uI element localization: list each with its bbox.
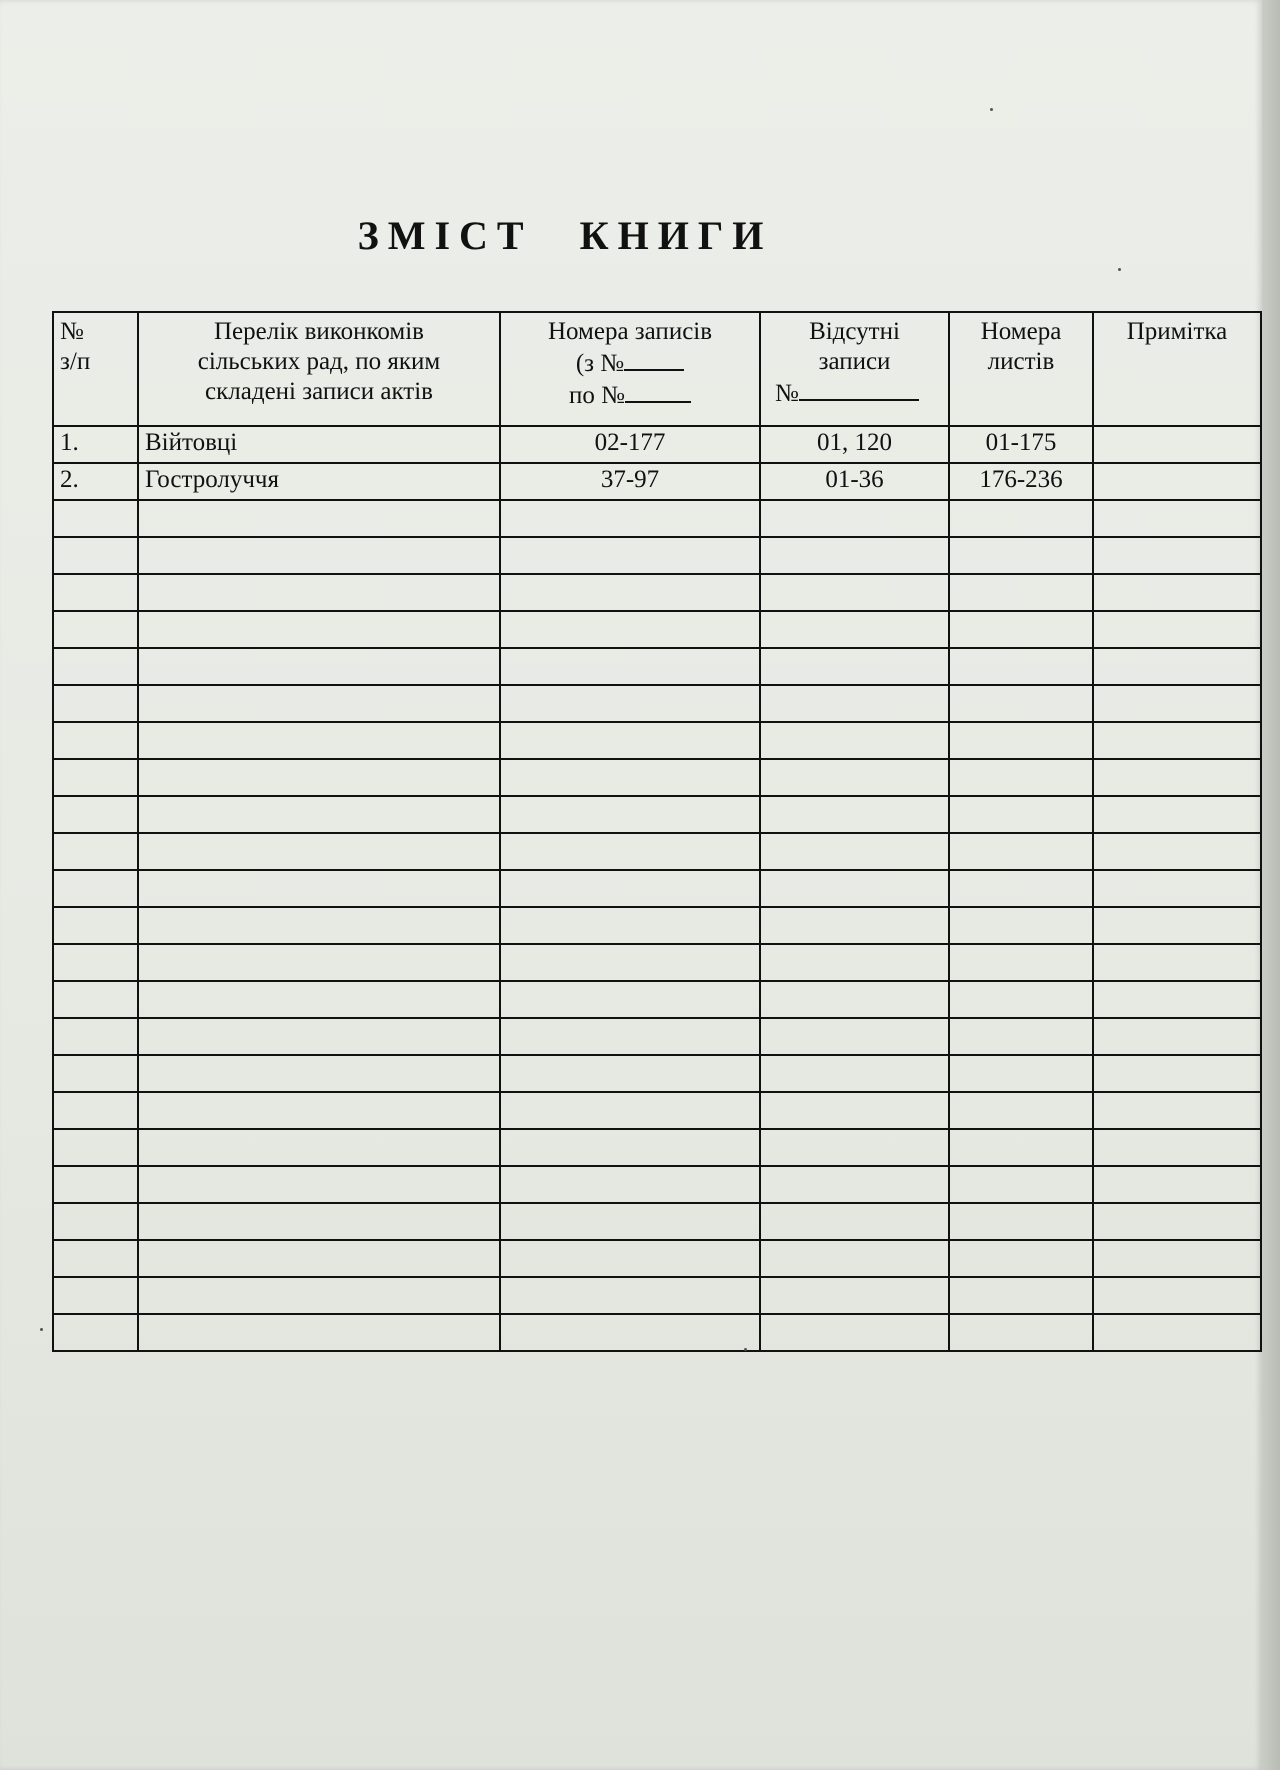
- blank-cell: [1093, 796, 1261, 833]
- blank-cell: [138, 870, 500, 907]
- row-missing: 01-36: [760, 463, 949, 500]
- blank-cell: [138, 722, 500, 759]
- blank-table-row: [53, 574, 1261, 611]
- header-note-line-1: Примітка: [1126, 318, 1228, 345]
- paper-speck: [40, 1328, 43, 1331]
- blank-cell: [138, 685, 500, 722]
- blank-cell: [1093, 1240, 1261, 1277]
- blank-cell: [138, 1314, 500, 1351]
- row-number: 2.: [53, 463, 138, 500]
- blank-cell: [949, 500, 1093, 537]
- blank-cell: [760, 1240, 949, 1277]
- blank-cell: [138, 500, 500, 537]
- blank-cell: [760, 1092, 949, 1129]
- header-missing-records: [760, 312, 949, 426]
- blank-cell: [1093, 611, 1261, 648]
- blank-table-row: [53, 685, 1261, 722]
- blank-cell: [138, 796, 500, 833]
- blank-cell: [949, 537, 1093, 574]
- header-number-line-2: з/п: [60, 348, 91, 375]
- blank-cell: [53, 537, 138, 574]
- blank-cell: [1093, 722, 1261, 759]
- blank-table-row: [53, 870, 1261, 907]
- blank-cell: [53, 1018, 138, 1055]
- blank-table-row: [53, 833, 1261, 870]
- row-sheets: 176-236: [949, 463, 1093, 500]
- blank-cell: [500, 870, 760, 907]
- blank-cell: [500, 981, 760, 1018]
- blank-cell: [138, 981, 500, 1018]
- blank-cell: [500, 574, 760, 611]
- blank-cell: [500, 907, 760, 944]
- blank-cell: [760, 1166, 949, 1203]
- blank-cell: [760, 722, 949, 759]
- header-number-line-1: №: [60, 318, 84, 345]
- table-body: [53, 426, 1261, 1351]
- blank-cell: [760, 833, 949, 870]
- blank-cell: [949, 759, 1093, 796]
- paper-speck: [990, 108, 993, 111]
- blank-cell: [138, 759, 500, 796]
- blank-underline: [624, 347, 684, 371]
- blank-cell: [760, 796, 949, 833]
- blank-cell: [53, 574, 138, 611]
- row-note: [1093, 463, 1261, 500]
- blank-cell: [53, 759, 138, 796]
- header-records-line-2: (з №: [575, 350, 625, 377]
- blank-table-row: [53, 1314, 1261, 1351]
- blank-cell: [1093, 1203, 1261, 1240]
- header-councils-line-1: Перелік виконкомів: [214, 318, 424, 345]
- page-title: ЗМІСТ КНИГИ: [357, 213, 773, 258]
- blank-cell: [1093, 574, 1261, 611]
- blank-cell: [760, 574, 949, 611]
- blank-cell: [949, 1166, 1093, 1203]
- table-header-row: [53, 312, 1261, 426]
- blank-cell: [949, 833, 1093, 870]
- blank-cell: [53, 500, 138, 537]
- blank-cell: [760, 648, 949, 685]
- blank-cell: [500, 759, 760, 796]
- blank-cell: [760, 500, 949, 537]
- blank-table-row: [53, 1129, 1261, 1166]
- blank-table-row: [53, 981, 1261, 1018]
- blank-cell: [760, 981, 949, 1018]
- blank-cell: [1093, 1277, 1261, 1314]
- blank-cell: [138, 907, 500, 944]
- blank-underline: [625, 379, 691, 403]
- blank-cell: [949, 944, 1093, 981]
- blank-table-row: [53, 759, 1261, 796]
- blank-cell: [760, 1314, 949, 1351]
- row-council: Війтовці: [138, 426, 500, 463]
- blank-cell: [949, 870, 1093, 907]
- blank-cell: [500, 1314, 760, 1351]
- blank-cell: [1093, 1018, 1261, 1055]
- blank-cell: [138, 537, 500, 574]
- blank-cell: [500, 944, 760, 981]
- row-records: 37-97: [500, 463, 760, 500]
- blank-cell: [53, 870, 138, 907]
- blank-cell: [138, 1166, 500, 1203]
- blank-cell: [500, 1277, 760, 1314]
- blank-cell: [760, 870, 949, 907]
- paper-speck: [744, 1348, 747, 1351]
- blank-table-row: [53, 611, 1261, 648]
- blank-cell: [949, 907, 1093, 944]
- blank-cell: [949, 1018, 1093, 1055]
- blank-cell: [760, 611, 949, 648]
- blank-cell: [138, 648, 500, 685]
- blank-cell: [1093, 685, 1261, 722]
- blank-cell: [949, 1055, 1093, 1092]
- blank-cell: [1093, 944, 1261, 981]
- blank-cell: [53, 1314, 138, 1351]
- blank-cell: [1093, 907, 1261, 944]
- blank-cell: [1093, 648, 1261, 685]
- header-sheets-line-1: Номера: [980, 318, 1062, 345]
- header-councils: [138, 312, 500, 426]
- blank-cell: [53, 1203, 138, 1240]
- blank-cell: [949, 574, 1093, 611]
- header-missing-line-3-wrap: [767, 377, 942, 409]
- blank-cell: [949, 1277, 1093, 1314]
- header-records-line-2-wrap: [507, 347, 753, 379]
- blank-cell: [138, 1129, 500, 1166]
- page-edge: [1262, 0, 1280, 1770]
- header-missing-line-3: №: [775, 380, 799, 407]
- blank-underline: [799, 377, 919, 401]
- blank-table-row: [53, 722, 1261, 759]
- blank-cell: [949, 685, 1093, 722]
- blank-cell: [500, 537, 760, 574]
- blank-table-row: [53, 1166, 1261, 1203]
- blank-cell: [53, 833, 138, 870]
- row-sheets: 01-175: [949, 426, 1093, 463]
- blank-cell: [1093, 1314, 1261, 1351]
- blank-table-row: [53, 1203, 1261, 1240]
- blank-cell: [53, 1240, 138, 1277]
- blank-cell: [53, 648, 138, 685]
- header-records-line-1: Номера записів: [547, 318, 713, 345]
- blank-cell: [500, 1203, 760, 1240]
- blank-cell: [760, 1055, 949, 1092]
- blank-cell: [500, 500, 760, 537]
- header-records-line-3: по №: [569, 382, 625, 409]
- blank-cell: [138, 574, 500, 611]
- header-number: [53, 312, 138, 426]
- row-number: 1.: [53, 426, 138, 463]
- blank-table-row: [53, 1240, 1261, 1277]
- blank-table-row: [53, 907, 1261, 944]
- blank-cell: [760, 907, 949, 944]
- blank-cell: [1093, 500, 1261, 537]
- blank-table-row: [53, 944, 1261, 981]
- blank-cell: [760, 537, 949, 574]
- blank-table-row: [53, 500, 1261, 537]
- blank-cell: [53, 611, 138, 648]
- blank-cell: [760, 944, 949, 981]
- blank-cell: [53, 722, 138, 759]
- blank-cell: [138, 1092, 500, 1129]
- blank-cell: [760, 1018, 949, 1055]
- blank-cell: [500, 796, 760, 833]
- blank-cell: [500, 611, 760, 648]
- blank-cell: [1093, 759, 1261, 796]
- row-missing: 01, 120: [760, 426, 949, 463]
- header-sheet-numbers: [949, 312, 1093, 426]
- blank-cell: [949, 1314, 1093, 1351]
- blank-cell: [138, 1018, 500, 1055]
- blank-table-row: [53, 648, 1261, 685]
- row-note: [1093, 426, 1261, 463]
- blank-cell: [138, 1277, 500, 1314]
- blank-cell: [53, 981, 138, 1018]
- blank-cell: [500, 1166, 760, 1203]
- blank-cell: [500, 1055, 760, 1092]
- blank-cell: [760, 1129, 949, 1166]
- header-record-numbers: [500, 312, 760, 426]
- blank-cell: [53, 1129, 138, 1166]
- blank-cell: [1093, 1129, 1261, 1166]
- header-councils-line-2: сільських рад, по яким: [197, 348, 441, 375]
- blank-cell: [760, 685, 949, 722]
- blank-cell: [949, 648, 1093, 685]
- table-row: [53, 463, 1261, 500]
- blank-table-row: [53, 1055, 1261, 1092]
- blank-cell: [949, 1240, 1093, 1277]
- header-records-line-3-wrap: [507, 379, 753, 411]
- blank-table-row: [53, 796, 1261, 833]
- blank-cell: [53, 796, 138, 833]
- header-sheets-line-2: листів: [987, 348, 1055, 375]
- blank-cell: [500, 1092, 760, 1129]
- blank-cell: [53, 944, 138, 981]
- header-note: [1093, 312, 1261, 426]
- blank-cell: [53, 1166, 138, 1203]
- blank-table-row: [53, 1092, 1261, 1129]
- blank-cell: [1093, 537, 1261, 574]
- blank-cell: [500, 722, 760, 759]
- blank-cell: [760, 1203, 949, 1240]
- blank-table-row: [53, 1018, 1261, 1055]
- blank-cell: [138, 1240, 500, 1277]
- blank-cell: [1093, 833, 1261, 870]
- header-missing-line-1: Відсутні: [809, 318, 900, 345]
- blank-cell: [53, 1092, 138, 1129]
- blank-cell: [500, 1018, 760, 1055]
- blank-cell: [500, 1129, 760, 1166]
- header-councils-line-3: складені записи актів: [205, 378, 433, 405]
- blank-cell: [949, 1092, 1093, 1129]
- blank-cell: [138, 833, 500, 870]
- blank-cell: [1093, 870, 1261, 907]
- contents-table: [52, 311, 1262, 1352]
- header-missing-line-2: записи: [818, 348, 891, 375]
- blank-cell: [949, 611, 1093, 648]
- blank-cell: [760, 1277, 949, 1314]
- blank-cell: [500, 685, 760, 722]
- blank-table-row: [53, 537, 1261, 574]
- blank-cell: [949, 796, 1093, 833]
- blank-cell: [53, 1277, 138, 1314]
- blank-cell: [500, 1240, 760, 1277]
- blank-cell: [500, 833, 760, 870]
- blank-cell: [949, 722, 1093, 759]
- table-row: [53, 426, 1261, 463]
- blank-cell: [138, 1055, 500, 1092]
- blank-cell: [138, 944, 500, 981]
- blank-cell: [1093, 1055, 1261, 1092]
- blank-cell: [949, 1203, 1093, 1240]
- blank-table-row: [53, 1277, 1261, 1314]
- row-records: 02-177: [500, 426, 760, 463]
- blank-cell: [1093, 1166, 1261, 1203]
- blank-cell: [53, 685, 138, 722]
- blank-cell: [53, 907, 138, 944]
- row-council: Гостролуччя: [138, 463, 500, 500]
- blank-cell: [500, 648, 760, 685]
- blank-cell: [1093, 1092, 1261, 1129]
- blank-cell: [138, 611, 500, 648]
- blank-cell: [1093, 981, 1261, 1018]
- blank-cell: [53, 1055, 138, 1092]
- blank-cell: [138, 1203, 500, 1240]
- blank-cell: [949, 981, 1093, 1018]
- paper-speck: [1118, 268, 1121, 271]
- blank-cell: [760, 759, 949, 796]
- blank-cell: [949, 1129, 1093, 1166]
